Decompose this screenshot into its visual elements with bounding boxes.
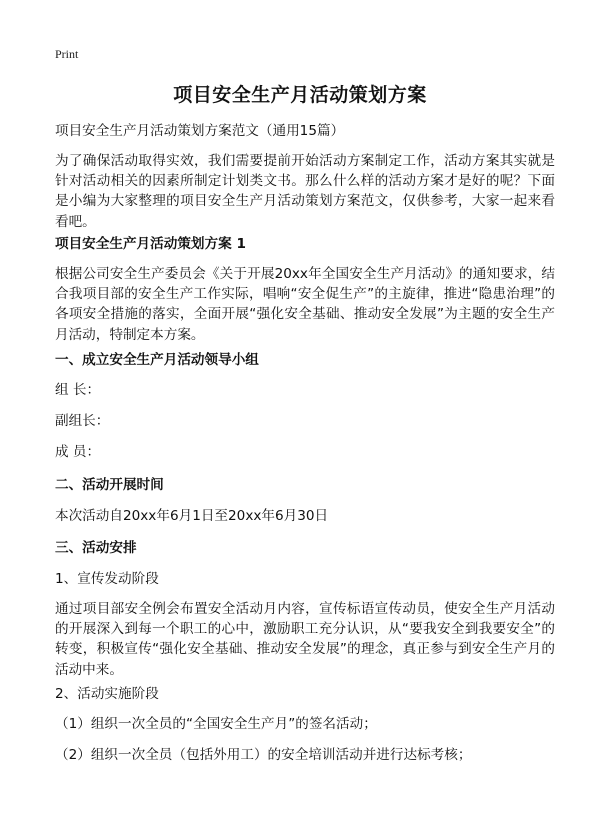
section-intro-paragraph: 根据公司安全生产委员会《关于开展20xx年全国安全生产月活动》的通知要求，结合我项目部的安全生产工作实际，唱响“安全促生产”的主旋律，推进“隐患治理”的各项安全措施的落实，全面开展“强化安全基础、推动安全发展”为主题的安全生产月活动，特制定本方案。 [55,266,555,343]
document-subtitle: 项目安全生产月活动策划方案范文（通用15篇） [55,123,345,139]
print-label: Print [55,47,79,61]
stage-1-paragraph: 通过项目部安全例会布置安全活动月内容，宣传标语宣传动员，使安全生产月活动的开展深入到每一个职工的心中，激励职工充分认识，从“要我安全到我要安全”的转变，积极宣传“强化安全基础、推动安全发展”的理念，真正参与到安全生产月的活动中来。 [55,601,555,678]
list-item: （1）组织一次全员的“全国安全生产月”的签名活动； [55,716,377,732]
heading-activity-time: 二、活动开展时间 [55,477,164,493]
list-item: （2）组织一次全员（包括外用工）的安全培训活动并进行达标考核； [55,747,472,763]
section-title: 项目安全生产月活动策划方案 1 [55,236,246,252]
deputy-leader-line: 副组长： [55,413,110,429]
intro-paragraph: 为了确保活动取得实效，我们需要提前开始活动方案制定工作，活动方案其实就是针对活动相关的因素所制定计划类文书。那么什么样的活动方案才是好的呢？下面是小编为大家整理的项目安全生产月活动策划方案范文，仅供参考，大家一起来看看吧。 [55,153,555,230]
heading-activity-arrangement: 三、活动安排 [55,540,137,556]
heading-leadership-group: 一、成立安全生产月活动领导小组 [55,352,259,368]
stage-1-title: 1、宣传发动阶段 [55,571,159,587]
activity-time-text: 本次活动自20xx年6月1日至20xx年6月30日 [55,508,329,524]
members-line: 成 员： [55,444,101,460]
leader-line: 组 长： [55,382,101,398]
stage-2-title: 2、活动实施阶段 [55,686,159,702]
document-title: 项目安全生产月活动策划方案 [173,84,427,106]
